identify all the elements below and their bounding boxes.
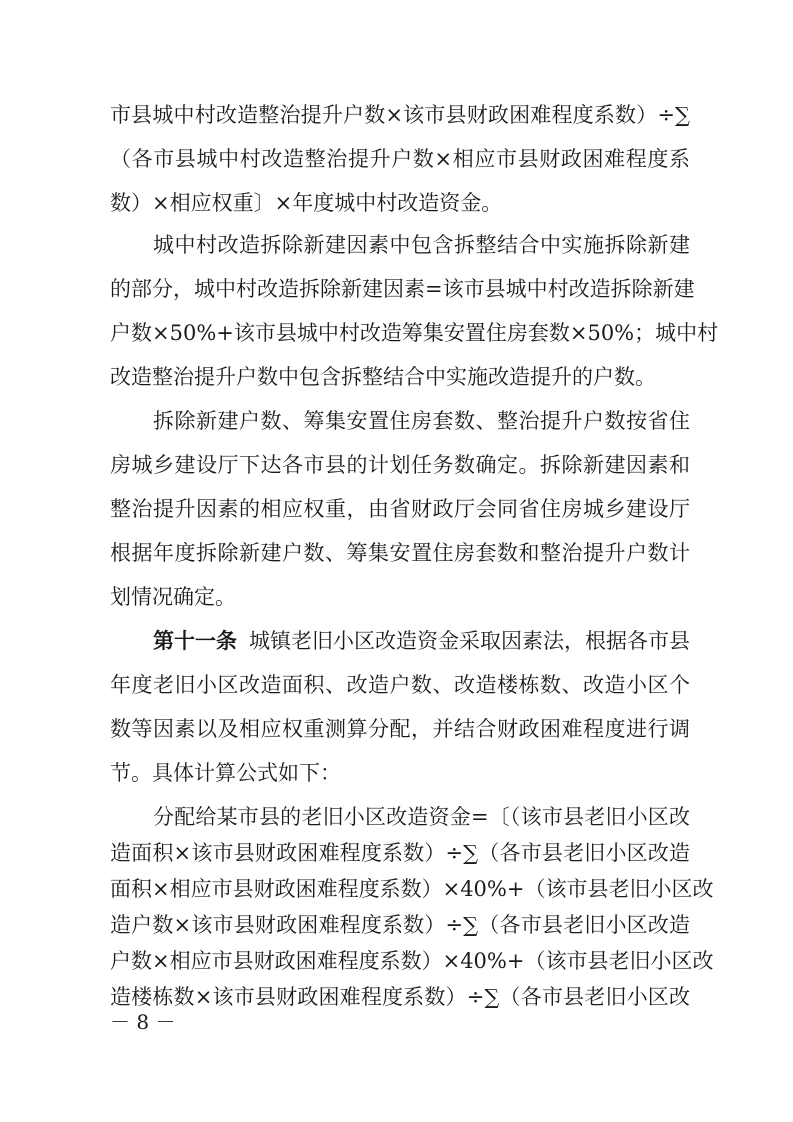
article-text: 城镇老旧小区改造资金采取因素法，根据各市县 [249,629,690,653]
formula-line: 分配给某市县的老旧小区改造资金=〔（该市县老旧小区改 [153,805,690,829]
text-line: 数等因素以及相应权重测算分配，并结合财政困难程度进行调 [110,717,690,741]
text-line: 的部分，城中村改造拆除新建因素=该市县城中村改造拆除新建 [110,277,695,301]
text-line: 房城乡建设厅下达各市县的计划任务数确定。拆除新建因素和 [110,453,690,477]
text-line: 改造整治提升户数中包含拆整结合中实施改造提升的户数。 [110,365,656,389]
text-line: 数）×相应权重〕×年度城中村改造资金。 [110,191,503,215]
text-line: 根据年度拆除新建户数、筹集安置住房套数和整治提升户数计 [110,541,690,565]
text-line: 年度老旧小区改造面积、改造户数、改造楼栋数、改造小区个 [110,673,690,697]
text-line: 整治提升因素的相应权重，由省财政厅会同省住房城乡建设厅 [110,497,690,521]
text-line: 户数×50%+该市县城中村改造筹集安置住房套数×50%；城中村 [110,321,719,345]
page-number: － 8 － [110,1010,176,1034]
text-line: 拆除新建户数、筹集安置住房套数、整治提升户数按省住 [153,409,690,433]
formula-line: 户数×相应市县财政困难程度系数）×40%+（该市县老旧小区改 [110,949,714,973]
text-line: 市县城中村改造整治提升户数×该市县财政困难程度系数）÷∑ [110,103,690,127]
formula-line: 造户数×该市县财政困难程度系数）÷∑（各市县老旧小区改造 [110,913,690,937]
formula-line: 造楼栋数×该市县财政困难程度系数）÷∑（各市县老旧小区改 [110,985,690,1009]
text-line: 城中村改造拆除新建因素中包含拆整结合中实施拆除新建 [153,233,690,257]
formula-line: 造面积×该市县财政困难程度系数）÷∑（各市县老旧小区改造 [110,841,690,865]
text-line: 节。具体计算公式如下： [110,761,341,785]
text-line: （各市县城中村改造整治提升户数×相应市县财政困难程度系 [110,147,690,171]
article-first-line [153,627,690,655]
formula-line: 面积×相应市县财政困难程度系数）×40%+（该市县老旧小区改 [110,877,714,901]
text-line: 划情况确定。 [110,585,236,609]
article-title: 第十一条 [153,628,237,653]
